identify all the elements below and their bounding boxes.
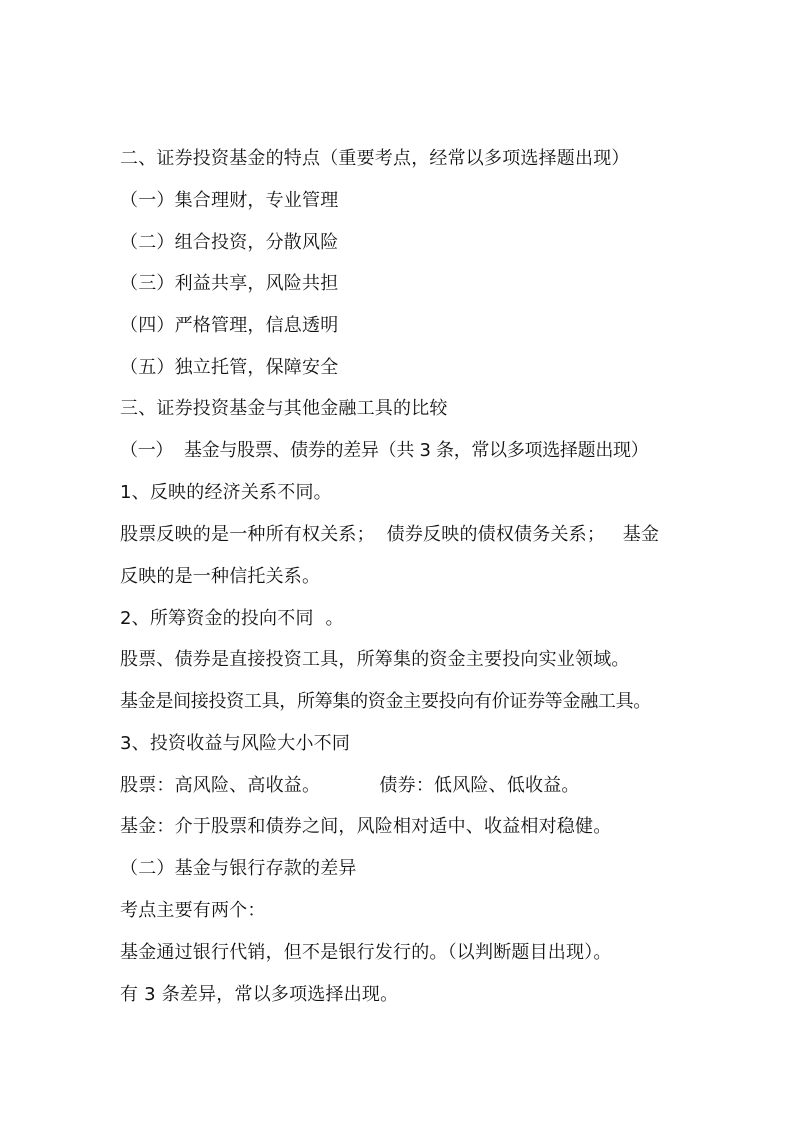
exam-point-1: 基金通过银行代销，但不是银行发行的。（以判断题目出现）。 <box>120 942 612 963</box>
point-1-text-line-2: 反映的是一种信托关系。 <box>120 566 321 587</box>
point-2-text-line-1: 股票、债券是直接投资工具，所筹集的资金主要投向实业领域。 <box>120 649 630 670</box>
feature-item-3: （三）利益共享，风险共担 <box>120 273 339 294</box>
point-1-text-line-1: 股票反映的是一种所有权关系； 债券反映的债权债务关系； 基金 <box>120 524 660 545</box>
point-1-heading: 1、反映的经济关系不同。 <box>120 482 332 503</box>
exam-points-intro: 考点主要有两个： <box>120 900 266 921</box>
point-2-heading: 2、所筹资金的投向不同 。 <box>120 608 344 629</box>
feature-item-2: （二）组合投资，分散风险 <box>120 232 339 253</box>
section-heading-comparison: 三、证券投资基金与其他金融工具的比较 <box>120 398 448 419</box>
point-3-text-line-1: 股票：高风险、高收益。 债券：低风险、低收益。 <box>120 775 580 796</box>
subsection-heading-stocks-bonds: （一） 基金与股票、债券的差异（共 3 条，常以多项选择题出现） <box>120 440 649 461</box>
point-3-heading: 3、投资收益与风险大小不同 <box>120 733 351 754</box>
feature-item-1: （一）集合理财，专业管理 <box>120 190 339 211</box>
subsection-heading-bank-deposits: （二）基金与银行存款的差异 <box>120 858 357 879</box>
point-2-text-line-2: 基金是间接投资工具，所筹集的资金主要投向有价证券等金融工具。 <box>120 691 651 712</box>
exam-point-2: 有 3 条差异，常以多项选择出现。 <box>120 984 399 1005</box>
feature-item-4: （四）严格管理，信息透明 <box>120 315 339 336</box>
section-heading-fund-features: 二、证券投资基金的特点（重要考点，经常以多项选择题出现） <box>120 148 630 169</box>
point-3-text-line-2: 基金：介于股票和债券之间，风险相对适中、收益相对稳健。 <box>120 816 612 837</box>
feature-item-5: （五）独立托管，保障安全 <box>120 357 339 378</box>
